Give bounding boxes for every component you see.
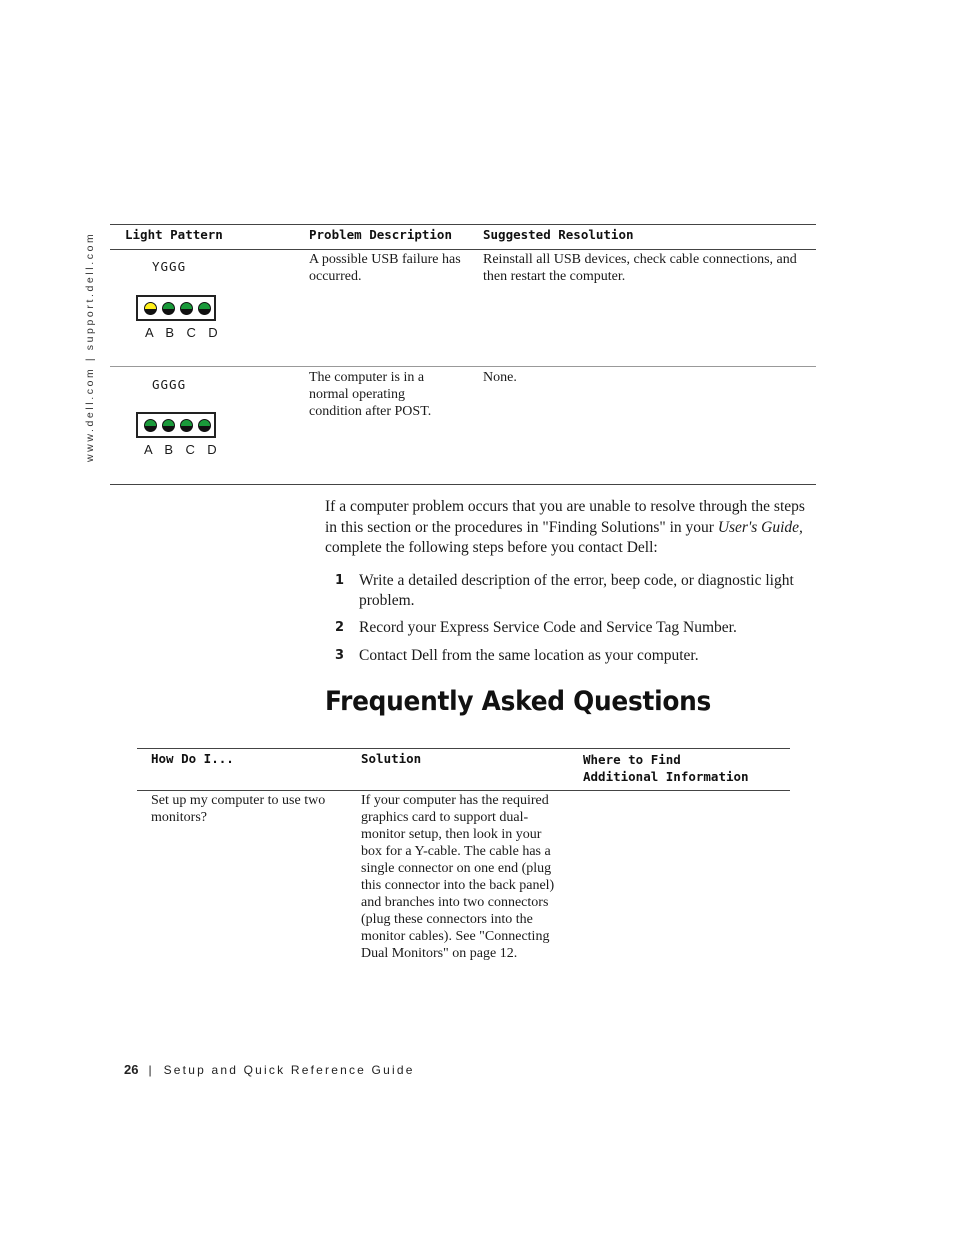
faq-header-rule <box>137 790 790 791</box>
step-number: 2 <box>335 620 345 635</box>
light-a-icon <box>144 419 157 432</box>
page-number: 26 <box>124 1062 139 1077</box>
table-header-rule <box>110 249 816 250</box>
step-number: 3 <box>335 648 345 663</box>
faq-question: Set up my computer to use two monitors? <box>151 793 326 825</box>
footer-separator: | <box>148 1063 152 1077</box>
step-text: Contact Dell from the same location as your computer. <box>359 647 699 664</box>
header-how-do-i: How Do I... <box>151 751 234 766</box>
light-a-icon <box>144 302 157 315</box>
faq-top-rule <box>137 748 790 749</box>
header-suggested-resolution: Suggested Resolution <box>483 227 634 242</box>
pattern-code: GGGG <box>152 377 187 392</box>
suggested-resolution: Reinstall all USB devices, check cable connections, and then restart the computer. <box>483 252 797 284</box>
intro-paragraph: If a computer problem occurs that you are unable to resolve through the steps in this section or the procedures in "Finding Solutions" in your User's Guide, complete the following steps before you contact Dell: <box>325 498 805 556</box>
light-b-icon <box>162 419 175 432</box>
footer-title: Setup and Quick Reference Guide <box>163 1063 415 1077</box>
step-text: Record your Express Service Code and Service Tag Number. <box>359 619 737 636</box>
problem-description: A possible USB failure has occurred. <box>309 252 461 284</box>
page-footer <box>124 1062 415 1077</box>
light-c-icon <box>180 419 193 432</box>
table-bottom-rule <box>110 484 816 485</box>
light-labels: A B C D <box>145 325 223 340</box>
step-number: 1 <box>335 573 345 588</box>
light-d-icon <box>198 302 211 315</box>
suggested-resolution: None. <box>483 370 517 385</box>
light-b-icon <box>162 302 175 315</box>
header-where-to-find: Where to Find Additional Information <box>583 752 749 784</box>
step-text: Write a detailed description of the error, beep code, or diagnostic light problem. <box>359 572 794 609</box>
problem-description: The computer is in a normal operating condition after POST. <box>309 370 432 419</box>
faq-heading: Frequently Asked Questions <box>325 686 712 717</box>
pattern-code: YGGG <box>152 259 187 274</box>
row-divider <box>110 366 816 367</box>
diagnostic-lights <box>136 412 216 438</box>
light-c-icon <box>180 302 193 315</box>
header-solution: Solution <box>361 751 422 766</box>
table-top-rule <box>110 224 816 225</box>
header-problem-description: Problem Description <box>309 227 452 242</box>
faq-solution: If your computer has the required graphics card to support dual-monitor setup, then look in your box for a Y-cable. The cable has a single connector on one end (plug this connector into the back panel) and branches into two connectors (plug these connectors into the monitor cables). See "Connecting Dual Monitors" on page 12. <box>361 793 555 961</box>
light-labels: A B C D <box>144 442 222 457</box>
side-url: www.dell.com | support.dell.com <box>84 231 96 462</box>
header-light-pattern: Light Pattern <box>125 227 223 242</box>
light-d-icon <box>198 419 211 432</box>
diagnostic-lights <box>136 295 216 321</box>
